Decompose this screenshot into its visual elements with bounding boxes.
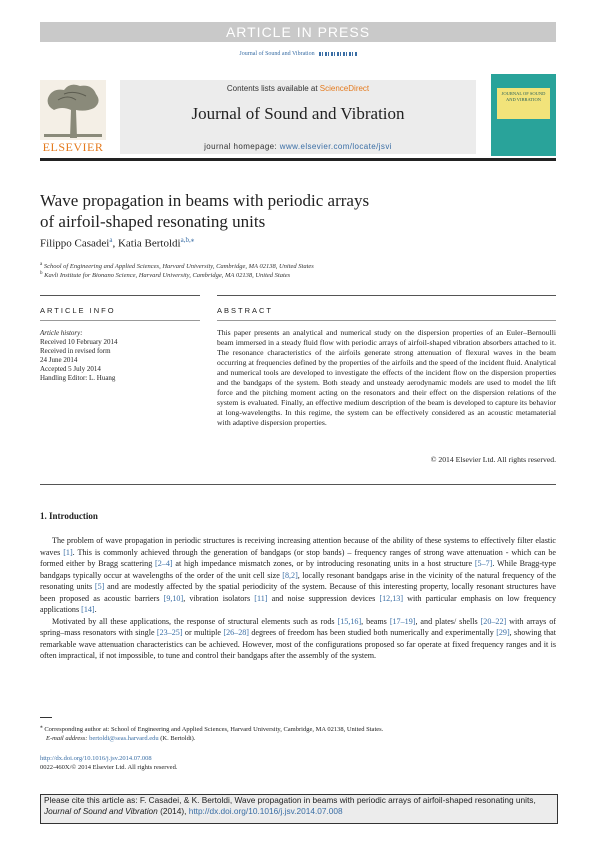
paragraph-text: or multiple (182, 628, 224, 637)
journal-cover-thumbnail (491, 74, 556, 156)
elsevier-wordmark: ELSEVIER (42, 140, 104, 154)
paragraph-text: . (94, 605, 97, 614)
cite-doi-link[interactable]: http://dx.doi.org/10.1016/j.jsv.2014.07.008 (188, 806, 343, 816)
section-heading-introduction: 1. Introduction (40, 511, 98, 521)
paragraph-text: Motivated by all these applications, the response of structural elements such as rods (52, 616, 338, 626)
barcode-icon (319, 52, 357, 56)
paragraph-1 (40, 535, 556, 616)
corresponding-author-footnote (40, 723, 556, 743)
citation-ref[interactable]: [11] (254, 593, 268, 603)
history-label: Article history: (40, 329, 83, 337)
info-rule-top (40, 295, 200, 296)
please-cite-box (40, 794, 558, 824)
affil-marker: a (40, 262, 43, 267)
affil-marker: b (40, 271, 43, 276)
affil-text: Kavli Institute for Bionano Science, Harvard University, Cambridge, MA 02138, United States (44, 272, 291, 280)
paragraph-text: and are modestly affected by the spatial periodicity of the system. Because of this interesting property, locally resonant structures have been proposed as acoustic barriers (40, 582, 556, 603)
homepage-link[interactable]: www.elsevier.com/locate/jsvi (279, 142, 392, 151)
author-name: Katia Bertoldi (117, 237, 181, 250)
abstract-copyright: © 2014 Elsevier Ltd. All rights reserved. (430, 455, 556, 464)
affil-text: School of Engineering and Applied Sciences, Harvard University, Cambridge, MA 02138, United States (43, 263, 314, 271)
email-suffix: (K. Bertoldi). (160, 735, 196, 743)
author-list: Filippo Casadei$^a$, Katia Bertoldi$^{a,b,⁎}$ (40, 236, 195, 250)
journal-homepage-line (120, 142, 476, 151)
abstract-rule-bottom (40, 484, 556, 485)
citation-ref[interactable]: [14] (81, 605, 95, 614)
history-received: Received 10 February 2014 (40, 338, 118, 346)
cite-prefix: Please cite this article as: F. Casadei, & K. Bertoldi, Wave propagation in beams with periodic arrays of airfoil-shaped resonating units, (44, 795, 536, 805)
citation-ref[interactable]: [5–7] (474, 559, 493, 568)
paper-title (40, 190, 460, 232)
journal-cite-line (40, 51, 556, 57)
history-revised: Received in revised form (40, 347, 111, 355)
footnote-corresponding: Corresponding author at: School of Engineering and Applied Sciences, Harvard University, Cambridge, MA 02138, United States. (44, 726, 384, 734)
introduction-body (40, 535, 556, 662)
citation-ref[interactable]: [17–19] (389, 616, 416, 626)
citation-ref[interactable]: [26–28] (223, 628, 249, 637)
author-affil-marker[interactable]: a,b,⁎ (180, 236, 195, 244)
cite-year: (2014), (160, 806, 187, 816)
paragraph-text: , locally resonant bandgaps arise in the vicinity of the natural frequency of the resonating units (40, 570, 556, 591)
citation-ref[interactable]: [1] (63, 547, 73, 557)
abstract-rule-top (217, 295, 556, 296)
email-link[interactable]: bertoldi@seas.harvard.edu (89, 735, 159, 743)
article-info-heading: ARTICLE INFO (40, 306, 116, 315)
author-affil-marker[interactable]: a (109, 236, 113, 244)
contents-prefix: Contents lists available at (226, 84, 318, 93)
paper-title-line1: Wave propagation in beams with periodic arrays (40, 191, 370, 210)
journal-cite-text: Journal of Sound and Vibration (239, 51, 315, 57)
article-history (40, 329, 200, 383)
cite-journal: Journal of Sound and Vibration (44, 806, 158, 816)
footnote-rule (40, 717, 52, 718)
paragraph-text: at high impedance mismatch zones, or by introducing resonating units in a host structure (172, 559, 475, 568)
affiliation-a (40, 262, 314, 270)
abstract-text: This paper presents an analytical and numerical study on the dispersion properties of an Euler–Bernoulli beam immersed in a steady fluid flow with periodic arrays of airfoil-shaped vibration absorbers attached to it. The resonance characteristics of the airfoils generate strong attenuation of flexural waves in the beam occurring at frequencies defined by the properties of the airfoils and the speed of the incident fluid. Analytical and numerical tools are developed to investigate the effects of the incident flow on the dispersion properties and the bandgaps of the system. Both steady and unsteady aerodynamic models are used to model the lift force and the pitching moment acting on the resonators and their effect on the dispersion relations of the system is evaluated. Finally, an effective medium description of the beam is developed to capture its behavior at long-wavelengths. In this regime, the system can be effectively considered as an acoustic metamaterial with adaptive dispersion properties. (217, 328, 556, 427)
abstract-rule-sub (217, 320, 556, 321)
history-accepted: Accepted 5 July 2014 (40, 365, 101, 373)
paragraph-text: , and plates/ shells (415, 616, 481, 626)
handling-editor: Handling Editor: L. Huang (40, 374, 116, 382)
homepage-prefix: journal homepage: (204, 142, 278, 151)
doi-block (40, 754, 177, 772)
email-label: E-mail address: (46, 735, 88, 743)
citation-ref[interactable]: [9,10] (163, 593, 184, 603)
citation-ref[interactable]: [2–4] (155, 559, 173, 568)
journal-title: Journal of Sound and Vibration (191, 104, 405, 123)
issn-line: 0022-460X/© 2014 Elsevier Ltd. All rights reserved. (40, 764, 178, 771)
paragraph-text: , vibration isolators (183, 593, 255, 603)
citation-ref[interactable]: [8,2] (282, 570, 298, 580)
cover-title: JOURNAL OF SOUND AND VIBRATION (497, 88, 550, 119)
paragraph-text: degrees of freedom has been studied both numerically and experimentally (249, 628, 497, 637)
paragraph-text: . This is commonly achieved through the generation of bandgaps (or stop bands) – frequency ranges of strong wave attenuation - which can be formed either by Bragg scattering (40, 547, 556, 568)
contents-line (120, 84, 476, 93)
history-revised-date: 24 June 2014 (40, 356, 78, 364)
footnote-marker: ⁎ (40, 724, 43, 730)
paragraph-text: The problem of wave propagation in periodic structures is receiving increasing attention because of the ability of these systems to effectively filter elastic waves (40, 536, 556, 557)
citation-ref[interactable]: [23–25] (156, 628, 183, 637)
citation-ref[interactable]: [29] (496, 628, 510, 637)
paragraph-text: , beams (361, 616, 390, 626)
citation-ref[interactable]: [15,16] (337, 616, 362, 626)
paper-title-line2: of airfoil-shaped resonating units (40, 212, 266, 231)
paragraph-text: . While Bragg-type bandgaps typically occur at wavelengths of the order of the unit cell size (40, 559, 556, 580)
info-rule-sub (40, 320, 200, 321)
citation-ref[interactable]: [20–22] (480, 616, 507, 626)
article-in-press-banner: ARTICLE IN PRESS (40, 22, 556, 42)
paragraph-text: with arrays of spring–mass resonators with single (40, 616, 557, 637)
header-rule (40, 158, 556, 161)
paragraph-text: and noise suppression devices (267, 593, 380, 603)
abstract-heading: ABSTRACT (217, 306, 274, 315)
sciencedirect-link[interactable]: ScienceDirect (319, 84, 370, 93)
paragraph-text: , showing that remarkable wave attenuation characteristics can be achieved. However, most of the configurations proposed so far operate at fixed frequency ranges and it is often impractical, if not impossible, to tune and control their bandgaps after the assembly of the system. (40, 628, 556, 660)
affiliation-b (40, 271, 290, 279)
author-name: Filippo Casadei (40, 237, 110, 250)
citation-ref[interactable]: [5] (94, 582, 105, 591)
citation-ref[interactable]: [12,13] (379, 593, 404, 603)
paragraph-2 (40, 616, 556, 662)
paragraph-text: with particular emphasis on low frequency applications (40, 593, 556, 614)
doi-link[interactable]: http://dx.doi.org/10.1016/j.jsv.2014.07.008 (40, 755, 152, 762)
